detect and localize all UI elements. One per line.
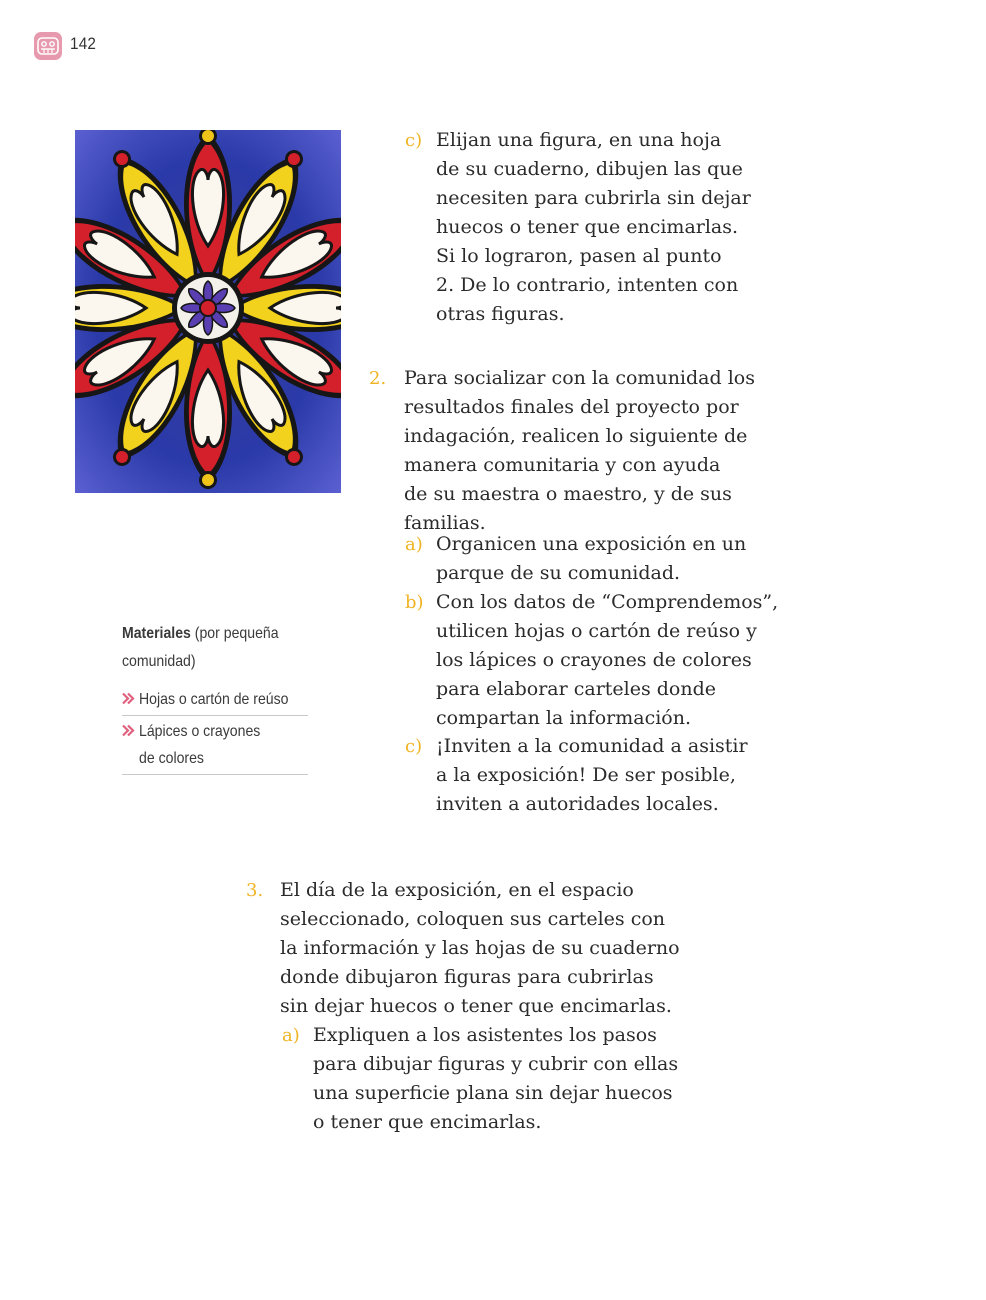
text-line: a la exposición! De ser posible, bbox=[436, 764, 736, 786]
materials-subtitle: (por pequeña bbox=[194, 625, 279, 642]
text-line: Con los datos de “Comprendemos”, bbox=[436, 591, 779, 613]
text-line: Si lo lograron, pasen al punto bbox=[436, 245, 722, 267]
materials-list-item bbox=[122, 684, 308, 716]
text-line: indagación, realicen lo siguiente de bbox=[404, 425, 748, 447]
item-3a-marker: a) bbox=[282, 1025, 300, 1046]
materials-item-text: de colores bbox=[139, 750, 204, 767]
text-line: Expliquen a los asistentes los pasos bbox=[313, 1024, 657, 1046]
text-line: de su maestra o maestro, y de sus bbox=[404, 483, 732, 505]
item-3 bbox=[246, 876, 680, 1021]
item-2 bbox=[369, 364, 755, 538]
text-line: parque de su comunidad. bbox=[436, 562, 681, 584]
text-line: necesiten para cubrirla sin dejar bbox=[436, 187, 751, 209]
page-number: 142 bbox=[70, 34, 97, 53]
page-badge bbox=[34, 32, 62, 60]
text-line: inviten a autoridades locales. bbox=[436, 793, 719, 815]
item-3a bbox=[282, 1021, 679, 1137]
text-line: o tener que encimarlas. bbox=[313, 1111, 542, 1133]
item-2c-marker: c) bbox=[405, 736, 423, 757]
text-line: sin dejar huecos o tener que encimarlas. bbox=[280, 995, 672, 1017]
text-line: Organicen una exposición en un bbox=[436, 533, 747, 555]
text-line: resultados finales del proyecto por bbox=[404, 396, 739, 418]
text-line: 2. De lo contrario, intenten con bbox=[436, 274, 739, 296]
materials-title-line-2 bbox=[122, 648, 286, 676]
text-line: Para socializar con la comunidad los bbox=[404, 367, 755, 389]
book-icon bbox=[37, 36, 59, 56]
materials-list-item bbox=[122, 716, 308, 775]
text-line: compartan la información. bbox=[436, 707, 691, 729]
text-line: utilicen hojas o cartón de reúso y bbox=[436, 620, 757, 642]
text-line: la información y las hojas de su cuaderno bbox=[280, 937, 680, 959]
text-line: una superficie plana sin dejar huecos bbox=[313, 1082, 673, 1104]
text-line: huecos o tener que encimarlas. bbox=[436, 216, 739, 238]
text-line: de su cuaderno, dibujen las que bbox=[436, 158, 743, 180]
materials-heading: Materiales bbox=[122, 625, 191, 642]
text-line: ¡Inviten a la comunidad a asistir bbox=[436, 735, 748, 757]
text-line: seleccionado, coloquen sus carteles con bbox=[280, 908, 666, 930]
text-line: otras figuras. bbox=[436, 303, 565, 325]
item-2c bbox=[405, 732, 748, 819]
text-line: donde dibujaron figuras para cubrirlas bbox=[280, 966, 654, 988]
text-line: Elijan una figura, en una hoja bbox=[436, 129, 722, 151]
text-line: para elaborar carteles donde bbox=[436, 678, 717, 700]
stained-glass-photo bbox=[75, 130, 341, 493]
text-line: para dibujar figuras y cubrir con ellas bbox=[313, 1053, 679, 1075]
item-1c bbox=[405, 126, 751, 329]
item-1c-marker: c) bbox=[405, 130, 423, 151]
materials-subtitle-2: comunidad) bbox=[122, 653, 196, 670]
item-2b-marker: b) bbox=[405, 592, 424, 613]
double-chevron-right-icon bbox=[122, 692, 135, 705]
materials-box bbox=[122, 620, 308, 775]
materials-title bbox=[122, 620, 286, 648]
text-line: El día de la exposición, en el espacio bbox=[280, 879, 634, 901]
double-chevron-right-icon bbox=[122, 724, 135, 737]
item-3-marker: 3. bbox=[246, 880, 264, 901]
item-2-marker: 2. bbox=[369, 368, 387, 389]
materials-list bbox=[122, 684, 308, 775]
text-line: los lápices o crayones de colores bbox=[436, 649, 752, 671]
text-line: familias. bbox=[404, 512, 486, 534]
item-2a bbox=[405, 530, 747, 588]
item-2b bbox=[405, 588, 779, 733]
item-2a-marker: a) bbox=[405, 534, 423, 555]
text-line: manera comunitaria y con ayuda bbox=[404, 454, 721, 476]
materials-item-text: Lápices o crayones bbox=[139, 723, 261, 740]
materials-item-text: Hojas o cartón de reúso bbox=[139, 691, 289, 708]
